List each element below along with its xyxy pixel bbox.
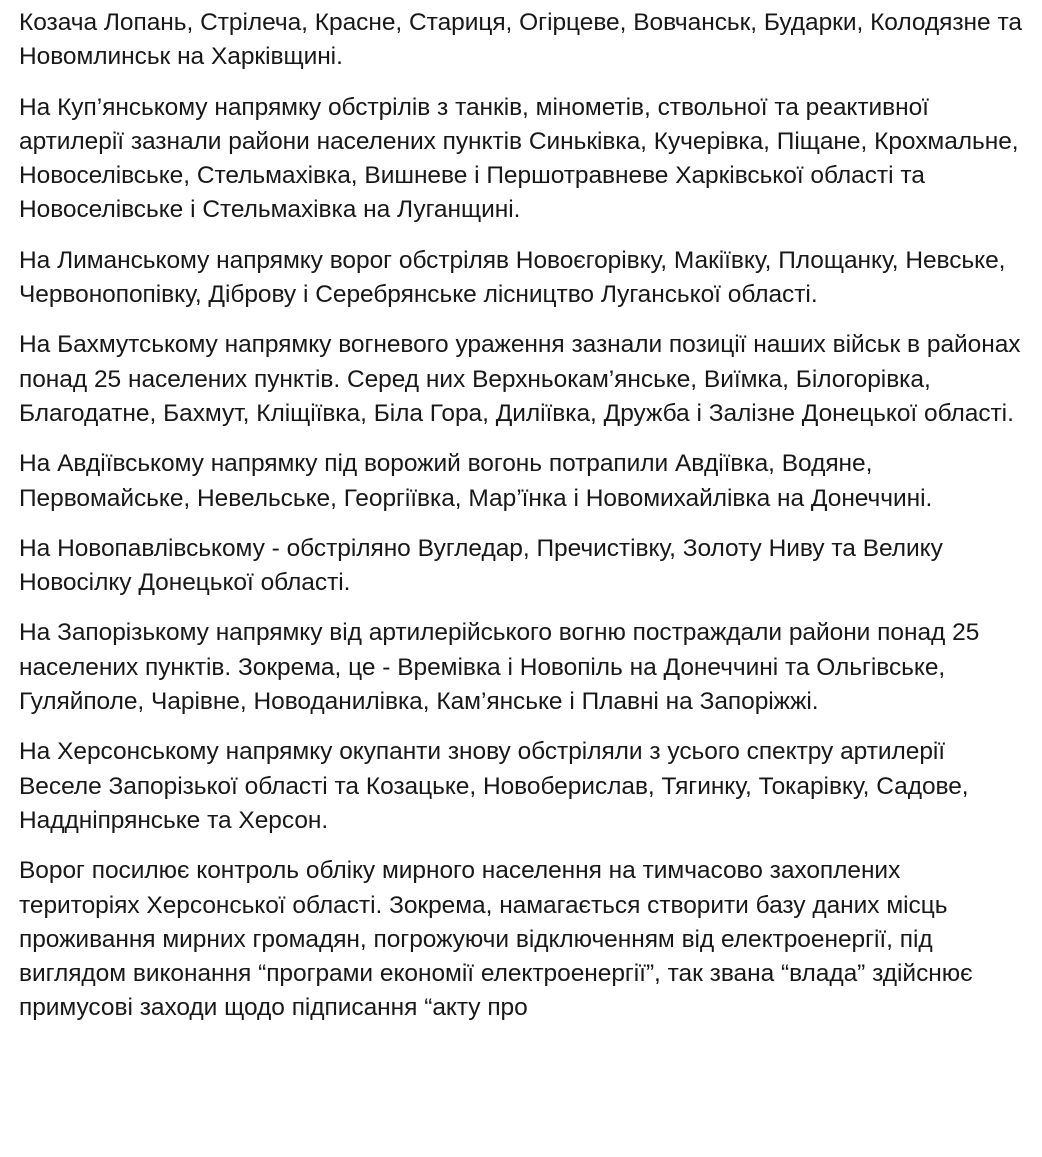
paragraph-lyman-direction: На Лиманському напрямку ворог обстріляв Новоєгорівку, Макіївку, Площанку, Невське, Червонопопівку, Діброву і Серебрянське лісництво Луганської області.: [19, 246, 1013, 309]
paragraph-kharkiv-settlements: Козача Лопань, Стрілеча, Красне, Стариця, Огірцеве, Вовчанськ, Бударки, Колодязне та Новомлинськ на Харківщині.: [19, 9, 1029, 71]
paragraph-kherson-direction: На Херсонському напрямку окупанти знову обстріляли з усього спектру артилерії Веселе Запорізької області та Козацьке, Новоберислав, Тягинку, Токарівку, Садове, Наддніпрянське та Херсон.: [19, 738, 976, 834]
paragraph-kupiansk-direction: На Куп’янському напрямку обстрілів з танків, мінометів, ствольної та реактивної артилерії зазнали райони населених пунктів Синьківка, Кучерівка, Піщане, Крохмальне, Новоселівське, Стельмахівка, Вишневе і Першотравневе Харківської області та Новоселівське і Стельмахівка на Луганщині.: [19, 93, 1026, 224]
paragraph-avdiivka-direction: На Авдіївському напрямку під ворожий вогонь потрапили Авдіївка, Водяне, Первомайське, Невельське, Георгіївка, Мар’їнка і Новомихайлівка на Донеччині.: [19, 450, 933, 512]
paragraph-novopavlivka-direction: На Новопавлівському - обстріляно Вугледар, Пречистівку, Золоту Ниву та Велику Новосілку Донецької області.: [19, 534, 950, 597]
paragraph-zaporizhzhia-direction: На Запорізькому напрямку від артилерійського вогню постраждали райони понад 25 населених пунктів. Зокрема, це - Времівка і Новопіль на Донеччині та Ольгівське, Гуляйполе, Чарівне, Новоданилівка, Кам’янське і Плавні на Запоріжжі.: [19, 619, 987, 716]
paragraph-occupied-territories-control: Ворог посилює контроль обліку мирного населення на тимчасово захоплених територіях Херсонської області. Зокрема, намагається створити базу даних місць проживання мирних громадян, погрожуючи відключенням від електроенергії, під виглядом виконання “програми економії електроенергії”, так звана “влада” здійснює примусові заходи щодо підписання “акту про: [19, 857, 980, 1022]
paragraph-bakhmut-direction: На Бахмутському напрямку вогневого ураження зазнали позиції наших військ в районах понад 25 населених пунктів. Серед них Верхньокам’янське, Виїмка, Білогорівка, Благодатне, Бахмут, Кліщіївка, Біла Гора, Диліївка, Дружба і Залізне Донецької області.: [19, 331, 1028, 427]
